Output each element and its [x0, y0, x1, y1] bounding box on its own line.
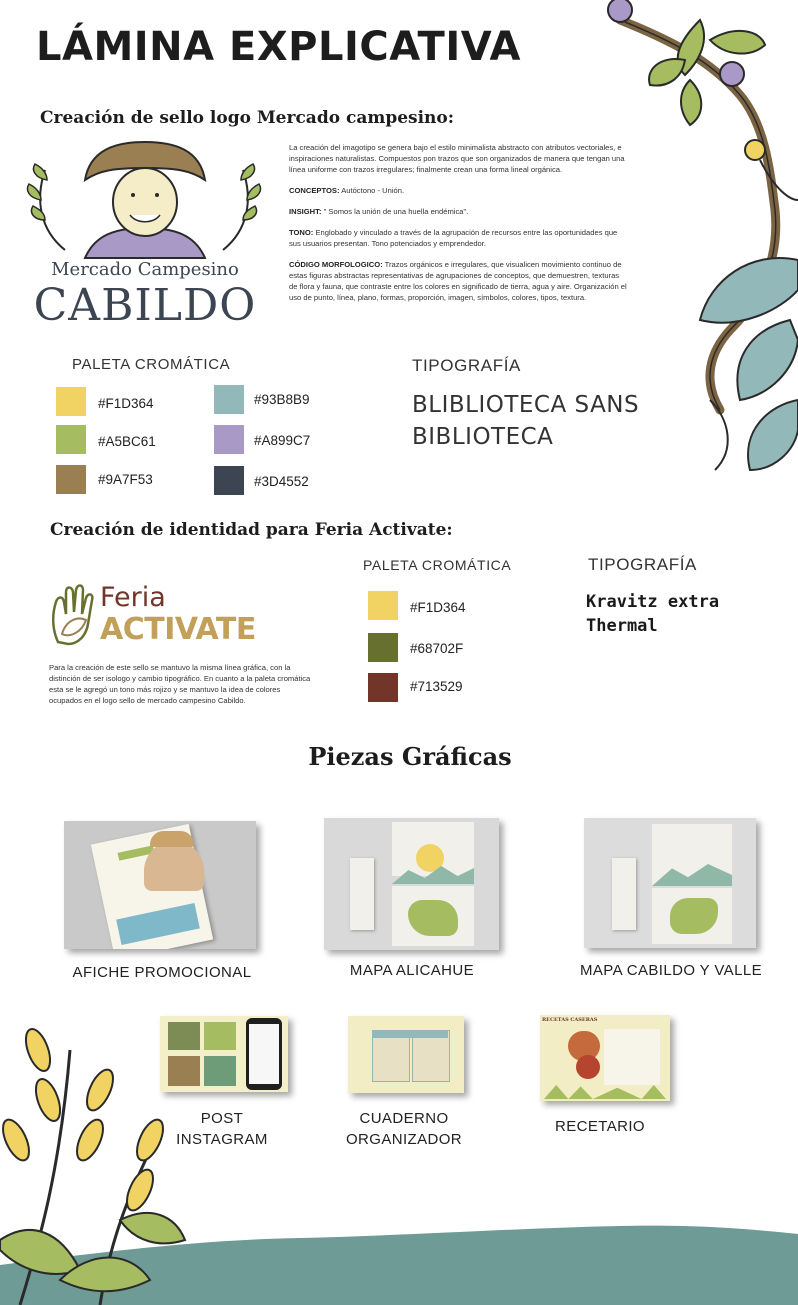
palette-swatch — [368, 591, 398, 620]
post-instagram-label-line2: INSTAGRAM — [176, 1131, 268, 1148]
feria-typography-label: TIPOGRAFÍA — [588, 555, 697, 574]
palette-hex: #F1D364 — [98, 396, 154, 411]
palette-hex: #F1D364 — [410, 600, 466, 615]
intro-paragraph: La creación del imagotipo se genera bajo el estilo minimalista abstracto con atributos vectoriales, e inspiraciones naturalistas. Compuestos pon trazos que son organizados de manera que tengan una línea uniforme con trazos irregulares; finalmente crean una forma lineal orgánica. — [289, 143, 625, 174]
codigo-paragraph — [289, 259, 629, 303]
palette-swatch — [368, 633, 398, 662]
palette-hex: #3D4552 — [254, 474, 309, 489]
recetario-book-title: RECETAS CASERAS — [542, 1017, 598, 1023]
insight-label: INSIGHT: — [289, 207, 322, 216]
tono-label: TONO: — [289, 228, 314, 237]
decorative-wheat-illustration — [0, 990, 200, 1305]
hand-leaf-icon — [48, 584, 98, 646]
recetario-image — [540, 1015, 670, 1101]
feria-activate-logo — [48, 584, 278, 646]
tono-paragraph — [289, 227, 629, 249]
palette-swatch — [214, 385, 244, 414]
feria-typography-sample-line1: Kravitz extra — [586, 592, 720, 612]
typography-sample-line2: BIBLIOTECA — [412, 424, 554, 450]
feria-palette-label: PALETA CROMÁTICA — [363, 557, 512, 573]
palette-swatch — [56, 425, 86, 454]
concepts-paragraph — [289, 185, 629, 196]
logo-subtitle: Mercado Campesino — [51, 259, 239, 280]
afiche-promocional-image — [64, 821, 256, 949]
farmer-portrait-illustration — [25, 140, 265, 265]
mercado-campesino-logo — [25, 140, 265, 335]
codigo-text: Trazos orgánicos e irregulares, que visualicen movimiento continuo de estas figuras abstractas representativas de agrupaciones de conceptos, que demuestren, texturas de flora y fauna, que contraste entre los colores en significado de tierra, agua y aire. Organización el uso de punto, línea, plano, formas, proporción, imagen, símbolos, colores, tipos, textura. — [289, 260, 627, 302]
palette-label: PALETA CROMÁTICA — [72, 356, 231, 373]
concepts-label: CONCEPTOS: — [289, 186, 340, 195]
concepts-text: Autóctono - Unión. — [339, 186, 405, 195]
palette-hex: #9A7F53 — [98, 472, 153, 487]
palette-hex: #A5BC61 — [98, 434, 156, 449]
logo-wordmark: CABILDO — [33, 280, 257, 331]
feria-typography-sample-line2: Thermal — [586, 616, 658, 636]
post-instagram-label-line1: POST — [200, 1110, 244, 1127]
feria-logo-word1: Feria — [100, 582, 166, 613]
palette-swatch — [56, 387, 86, 416]
mapa-alicahue-label: MAPA ALICAHUE — [349, 962, 475, 979]
tono-text: Englobado y vinculado a través de la agrupación de recursos entre las oportunidades que sus usuarios presentan. Tono potenciados y emprendedor. — [289, 228, 618, 248]
pieces-section-heading: Piezas Gráficas — [308, 742, 512, 771]
mapa-cabildo-valle-label: MAPA CABILDO Y VALLE — [580, 962, 762, 979]
palette-swatch — [56, 465, 86, 494]
mapa-alicahue-image — [324, 818, 499, 950]
page-title: LÁMINA EXPLICATIVA — [36, 24, 521, 70]
palette-hex: #93B8B9 — [254, 392, 310, 407]
palette-hex: #713529 — [410, 679, 463, 694]
insight-text: " Somos la unión de una huella endémica". — [321, 207, 469, 216]
typography-sample-line1: BLIBLIOTECA SANS — [412, 392, 640, 418]
feria-description: Para la creación de este sello se mantuvo la misma línea gráfica, con la distinción de ser isologo y cambio tipográfico. En cuanto a la paleta cromática esta se le agregó un tono más rojizo y se mantuvo la idea de colores ocupados en el logo sello de mercado campesino Cabildo. — [49, 663, 311, 705]
palette-swatch — [214, 425, 244, 454]
palette-swatch — [214, 466, 244, 495]
cuaderno-organizador-label-line1: CUADERNO — [359, 1110, 449, 1127]
codigo-label: CÓDIGO MORFOLOGICO: — [289, 260, 383, 269]
cuaderno-organizador-image — [348, 1016, 464, 1093]
afiche-promocional-label: AFICHE PROMOCIONAL — [72, 964, 252, 981]
recetario-label: RECETARIO — [555, 1118, 645, 1135]
logo-section-heading: Creación de sello logo Mercado campesino: — [40, 108, 455, 128]
feria-logo-word2: ACTIVATE — [100, 612, 256, 647]
insight-paragraph — [289, 206, 629, 217]
palette-hex: #68702F — [410, 641, 464, 656]
logo-description — [289, 142, 629, 313]
cuaderno-organizador-label-line2: ORGANIZADOR — [345, 1131, 463, 1148]
palette-swatch — [368, 673, 398, 702]
palette-hex: #A899C7 — [254, 433, 311, 448]
feria-section-heading: Creación de identidad para Feria Activate: — [50, 520, 453, 540]
typography-label: TIPOGRAFÍA — [412, 356, 521, 375]
mapa-cabildo-valle-image — [584, 818, 756, 948]
